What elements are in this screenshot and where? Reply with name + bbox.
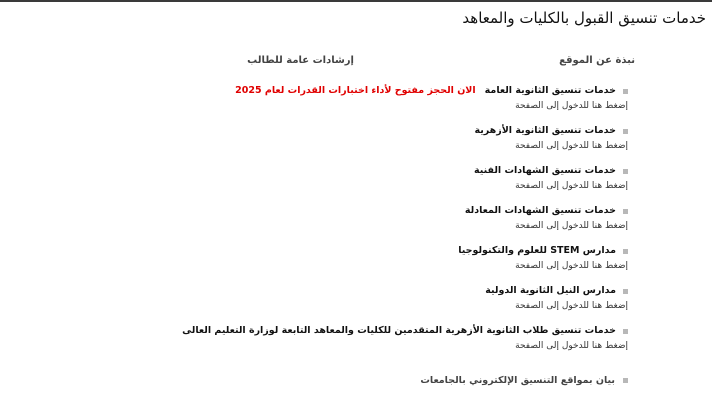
enter-page-link[interactable]: إضغط هنا للدخول إلى الصفحة <box>515 181 628 191</box>
enter-page-link[interactable]: إضغط هنا للدخول إلى الصفحة <box>515 101 628 111</box>
square-bullet-icon <box>623 169 628 174</box>
item-title-row <box>485 285 616 297</box>
list-item-azhar-higher-education <box>68 323 628 363</box>
service-title-link[interactable]: خدمات تنسيق الثانوية العامة <box>484 85 616 96</box>
item-title-row <box>474 125 616 137</box>
list-item-technical-certificates <box>68 163 628 203</box>
alert-text: الان الحجز مفتوح لأداء اختبارات القدرات لعام 2025 <box>235 85 476 96</box>
service-title-link[interactable]: خدمات تنسيق الشهادات المعادلة <box>464 205 616 216</box>
square-bullet-icon <box>623 289 628 294</box>
square-bullet-icon <box>623 129 628 134</box>
square-bullet-icon <box>623 249 628 254</box>
student-guidance-link[interactable]: إرشادات عامة للطالب <box>247 55 354 66</box>
enter-page-link[interactable]: إضغط هنا للدخول إلى الصفحة <box>515 341 628 351</box>
item-title-row <box>465 205 616 217</box>
services-list <box>68 83 628 363</box>
square-bullet-icon <box>623 378 628 383</box>
service-title-link[interactable]: خدمات تنسيق الشهادات الفنية <box>474 165 616 176</box>
university-sites-link[interactable]: بيان بمواقع التنسيق الإلكتروني بالجامعات <box>420 375 615 386</box>
item-title-row <box>474 165 616 177</box>
service-title-link[interactable]: مدارس النيل الثانوية الدولية <box>485 285 616 296</box>
enter-page-link[interactable]: إضغط هنا للدخول إلى الصفحة <box>515 301 628 311</box>
list-item-equivalent-certificates <box>68 203 628 243</box>
service-title-link[interactable]: مدارس STEM للعلوم والتكنولوجيا <box>458 245 616 256</box>
service-title-link[interactable]: خدمات تنسيق الثانوية الأزهرية <box>474 125 616 136</box>
list-item-general-secondary <box>68 83 628 123</box>
item-title-row <box>235 85 616 97</box>
item-title-row <box>182 325 616 337</box>
service-title-link[interactable]: خدمات تنسيق طلاب الثانوية الأزهرية المتقدمين للكليات والمعاهد التابعة لوزارة التعليم العالى <box>182 325 616 336</box>
top-divider <box>0 0 712 2</box>
page-title: خدمات تنسيق القبول بالكليات والمعاهد <box>462 9 706 27</box>
about-site-link[interactable]: نبذة عن الموقع <box>559 55 635 66</box>
list-item-stem-schools <box>68 243 628 283</box>
list-item-azhar-secondary <box>68 123 628 163</box>
enter-page-link[interactable]: إضغط هنا للدخول إلى الصفحة <box>515 261 628 271</box>
enter-page-link[interactable]: إضغط هنا للدخول إلى الصفحة <box>515 221 628 231</box>
square-bullet-icon <box>623 209 628 214</box>
list-item-nile-schools <box>68 283 628 323</box>
square-bullet-icon <box>623 89 628 94</box>
item-title-row <box>458 245 616 257</box>
square-bullet-icon <box>623 329 628 334</box>
enter-page-link[interactable]: إضغط هنا للدخول إلى الصفحة <box>515 141 628 151</box>
